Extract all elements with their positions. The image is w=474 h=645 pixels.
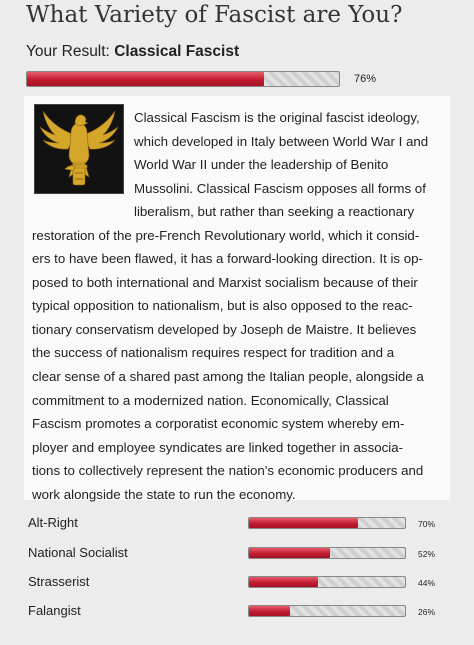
other-result-label: Strasserist bbox=[28, 574, 90, 589]
description-line: World War II under the leadership of Benito bbox=[134, 157, 389, 173]
description-line: Fascism promotes a corporatist economic system whereby em- bbox=[32, 416, 405, 432]
description-line: work alongside the state to run the economy. bbox=[32, 486, 296, 502]
description-line: posed to both international and Marxist socialism because of their bbox=[32, 274, 418, 290]
description-line: Mussolini. Classical Fascism opposes all forms of bbox=[134, 180, 426, 196]
page-title: What Variety of Fascist are You? bbox=[26, 2, 403, 28]
result-progress-fill bbox=[27, 72, 264, 86]
description-line: tions to collectively represent the nation's economic producers and bbox=[32, 463, 424, 479]
other-result-label: Falangist bbox=[28, 603, 81, 618]
other-result-percent: 52% bbox=[418, 549, 436, 559]
description-line: the success of nationalism requires respect for tradition and a bbox=[32, 345, 395, 361]
other-result-percent: 44% bbox=[418, 578, 436, 588]
description-line: Classical Fascism is the original fascist ideology, bbox=[134, 110, 420, 125]
other-result-percent: 70% bbox=[418, 519, 436, 529]
description-line: typical opposition to nationalism, but is also opposed to the reac- bbox=[32, 298, 413, 314]
other-result-bar-fill bbox=[249, 606, 290, 616]
description-line: commitment to a modernized nation. Economically, Classical bbox=[32, 392, 389, 408]
description-line: tionary conservatism developed by Joseph de Maistre. It believes bbox=[32, 321, 417, 337]
description-line: restoration of the pre-French Revolutionary world, which it consid- bbox=[32, 227, 420, 243]
other-result-bar-fill bbox=[249, 577, 318, 587]
other-result-label: National Socialist bbox=[28, 545, 128, 560]
other-result-label: Alt-Right bbox=[28, 515, 78, 530]
result-name: Classical Fascist bbox=[114, 43, 240, 60]
description-line: ers to have been flawed, it has a forward-looking direction. It is op- bbox=[32, 251, 423, 267]
other-result-bar-fill bbox=[249, 548, 330, 558]
result-label: Your Result: bbox=[26, 43, 110, 60]
description-line: clear sense of a shared past among the Italian people, alongside a bbox=[32, 369, 424, 385]
other-result-bar bbox=[248, 605, 406, 617]
other-result-bar bbox=[248, 547, 406, 559]
description-line: which developed in Italy between World War I and bbox=[134, 133, 429, 149]
result-percent: 76% bbox=[354, 73, 377, 85]
other-result-bar bbox=[248, 517, 406, 529]
other-result-percent: 26% bbox=[418, 607, 436, 617]
description-line: ployer and employee syndicates are linked together in associa- bbox=[32, 439, 404, 455]
description-line: liberalism, but rather than seeking a reactionary bbox=[134, 204, 415, 220]
result-description bbox=[32, 106, 442, 506]
other-result-bar bbox=[248, 576, 406, 588]
result-line bbox=[26, 43, 239, 61]
result-progress-bar bbox=[26, 71, 340, 87]
other-result-bar-fill bbox=[249, 518, 358, 528]
